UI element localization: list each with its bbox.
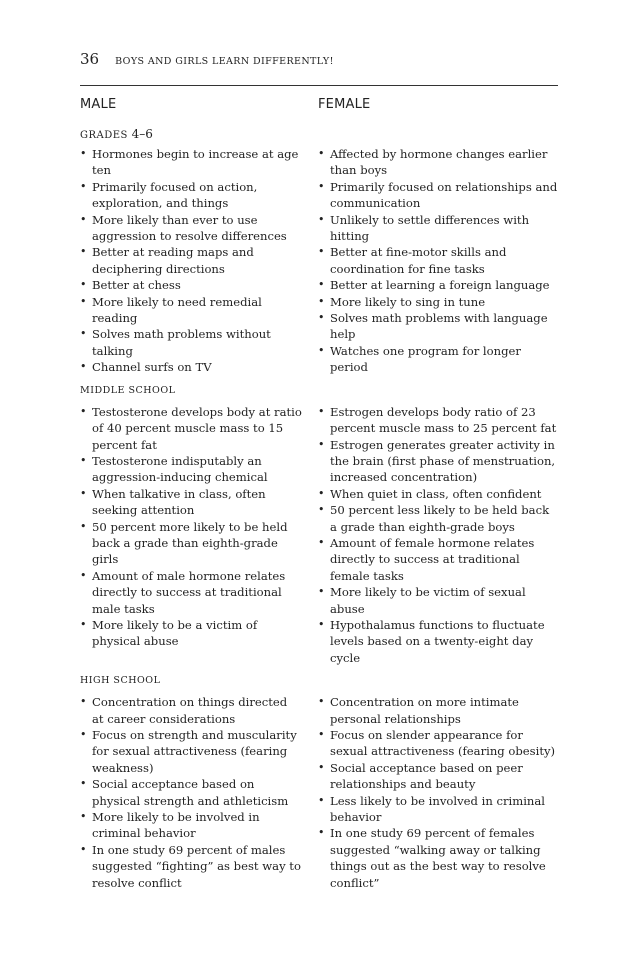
female-list <box>318 404 558 667</box>
female-list <box>318 694 558 891</box>
list-item: • Amount of female hormone relates directly to success at traditional female tasks <box>318 535 558 584</box>
list-item: • Primarily focused on relationships and communication <box>318 179 558 212</box>
list-item: • Unlikely to settle differences with hitting <box>318 212 558 245</box>
section-high-school <box>80 675 558 891</box>
list-item: • 50 percent less likely to be held back a grade than eighth-grade boys <box>318 502 558 535</box>
list-item: • More likely to be a victim of physical abuse <box>80 617 302 650</box>
section-middle-school <box>80 385 558 667</box>
section-label: HIGH SCHOOL <box>80 675 161 687</box>
section-body <box>80 146 558 376</box>
male-column <box>80 146 318 376</box>
list-item: • Concentration on things directed at career considerations <box>80 694 302 727</box>
male-column <box>80 404 318 667</box>
list-item: • Primarily focused on action, exploration, and things <box>80 179 302 212</box>
list-item: • Focus on strength and muscularity for sexual attractiveness (fearing weakness) <box>80 727 302 776</box>
list-item: • More likely to be involved in criminal behavior <box>80 809 302 842</box>
male-column-header: MALE <box>80 97 117 112</box>
section-label-number: 4–6 <box>131 127 153 141</box>
list-item: • In one study 69 percent of females suggested “walking away or talking things out as the best way to resolve conflict” <box>318 825 558 891</box>
list-item: • 50 percent more likely to be held back a grade than eighth-grade girls <box>80 519 302 568</box>
list-item: • More likely than ever to use aggression to resolve differences <box>80 212 302 245</box>
list-item: • When talkative in class, often seeking attention <box>80 486 302 519</box>
list-item: • When quiet in class, often confident <box>318 486 558 502</box>
section-body <box>80 404 558 667</box>
list-item: • Estrogen develops body ratio of 23 percent muscle mass to 25 percent fat <box>318 404 558 437</box>
list-item: • More likely to sing in tune <box>318 294 558 310</box>
list-item: • Testosterone indisputably an aggression-inducing chemical <box>80 453 302 486</box>
list-item: • Channel surfs on TV <box>80 359 302 375</box>
column-headers <box>80 97 558 113</box>
female-column <box>318 404 558 667</box>
section-label <box>80 127 558 141</box>
page-number: 36 <box>80 50 100 68</box>
list-item: • Focus on slender appearance for sexual attractiveness (fearing obesity) <box>318 727 558 760</box>
list-item: • Less likely to be involved in criminal behavior <box>318 793 558 826</box>
book-page <box>80 50 558 891</box>
list-item: • More likely to be victim of sexual abuse <box>318 584 558 617</box>
list-item: • In one study 69 percent of males suggested “fighting” as best way to resolve conflict <box>80 842 302 891</box>
female-column-header: FEMALE <box>318 97 371 112</box>
running-title: BOYS AND GIRLS LEARN DIFFERENTLY! <box>115 56 334 67</box>
list-item: • More likely to need remedial reading <box>80 294 302 327</box>
list-item: • Solves math problems without talking <box>80 326 302 359</box>
list-item: • Hormones begin to increase at age ten <box>80 146 302 179</box>
list-item: • Hypothalamus functions to fluctuate levels based on a twenty-eight day cycle <box>318 617 558 666</box>
female-column <box>318 146 558 376</box>
list-item: • Social acceptance based on peer relationships and beauty <box>318 760 558 793</box>
male-list <box>80 404 318 650</box>
running-head <box>80 50 558 70</box>
section-label: MIDDLE SCHOOL <box>80 384 176 396</box>
section-grades-4-6 <box>80 127 558 376</box>
list-item: • Concentration on more intimate personal relationships <box>318 694 558 727</box>
male-list <box>80 694 318 891</box>
list-item: • Testosterone develops body at ratio of 40 percent muscle mass to 15 percent fat <box>80 404 302 453</box>
list-item: • Amount of male hormone relates directly to success at traditional male tasks <box>80 568 302 617</box>
male-list <box>80 146 318 376</box>
list-item: • Social acceptance based on physical strength and athleticism <box>80 776 302 809</box>
list-item: • Better at chess <box>80 277 302 293</box>
list-item: • Solves math problems with language help <box>318 310 558 343</box>
list-item: • Affected by hormone changes earlier than boys <box>318 146 558 179</box>
list-item: • Better at learning a foreign language <box>318 277 558 293</box>
section-body <box>80 694 558 891</box>
male-column <box>80 694 318 891</box>
female-column <box>318 694 558 891</box>
female-list <box>318 146 558 376</box>
list-item: • Better at reading maps and deciphering directions <box>80 244 302 277</box>
section-label-text: GRADES <box>80 130 128 141</box>
list-item: • Watches one program for longer period <box>318 343 558 376</box>
list-item: • Estrogen generates greater activity in the brain (first phase of menstruation, increased concentration) <box>318 437 558 486</box>
header-rule <box>80 85 558 86</box>
list-item: • Better at fine-motor skills and coordination for fine tasks <box>318 244 558 277</box>
